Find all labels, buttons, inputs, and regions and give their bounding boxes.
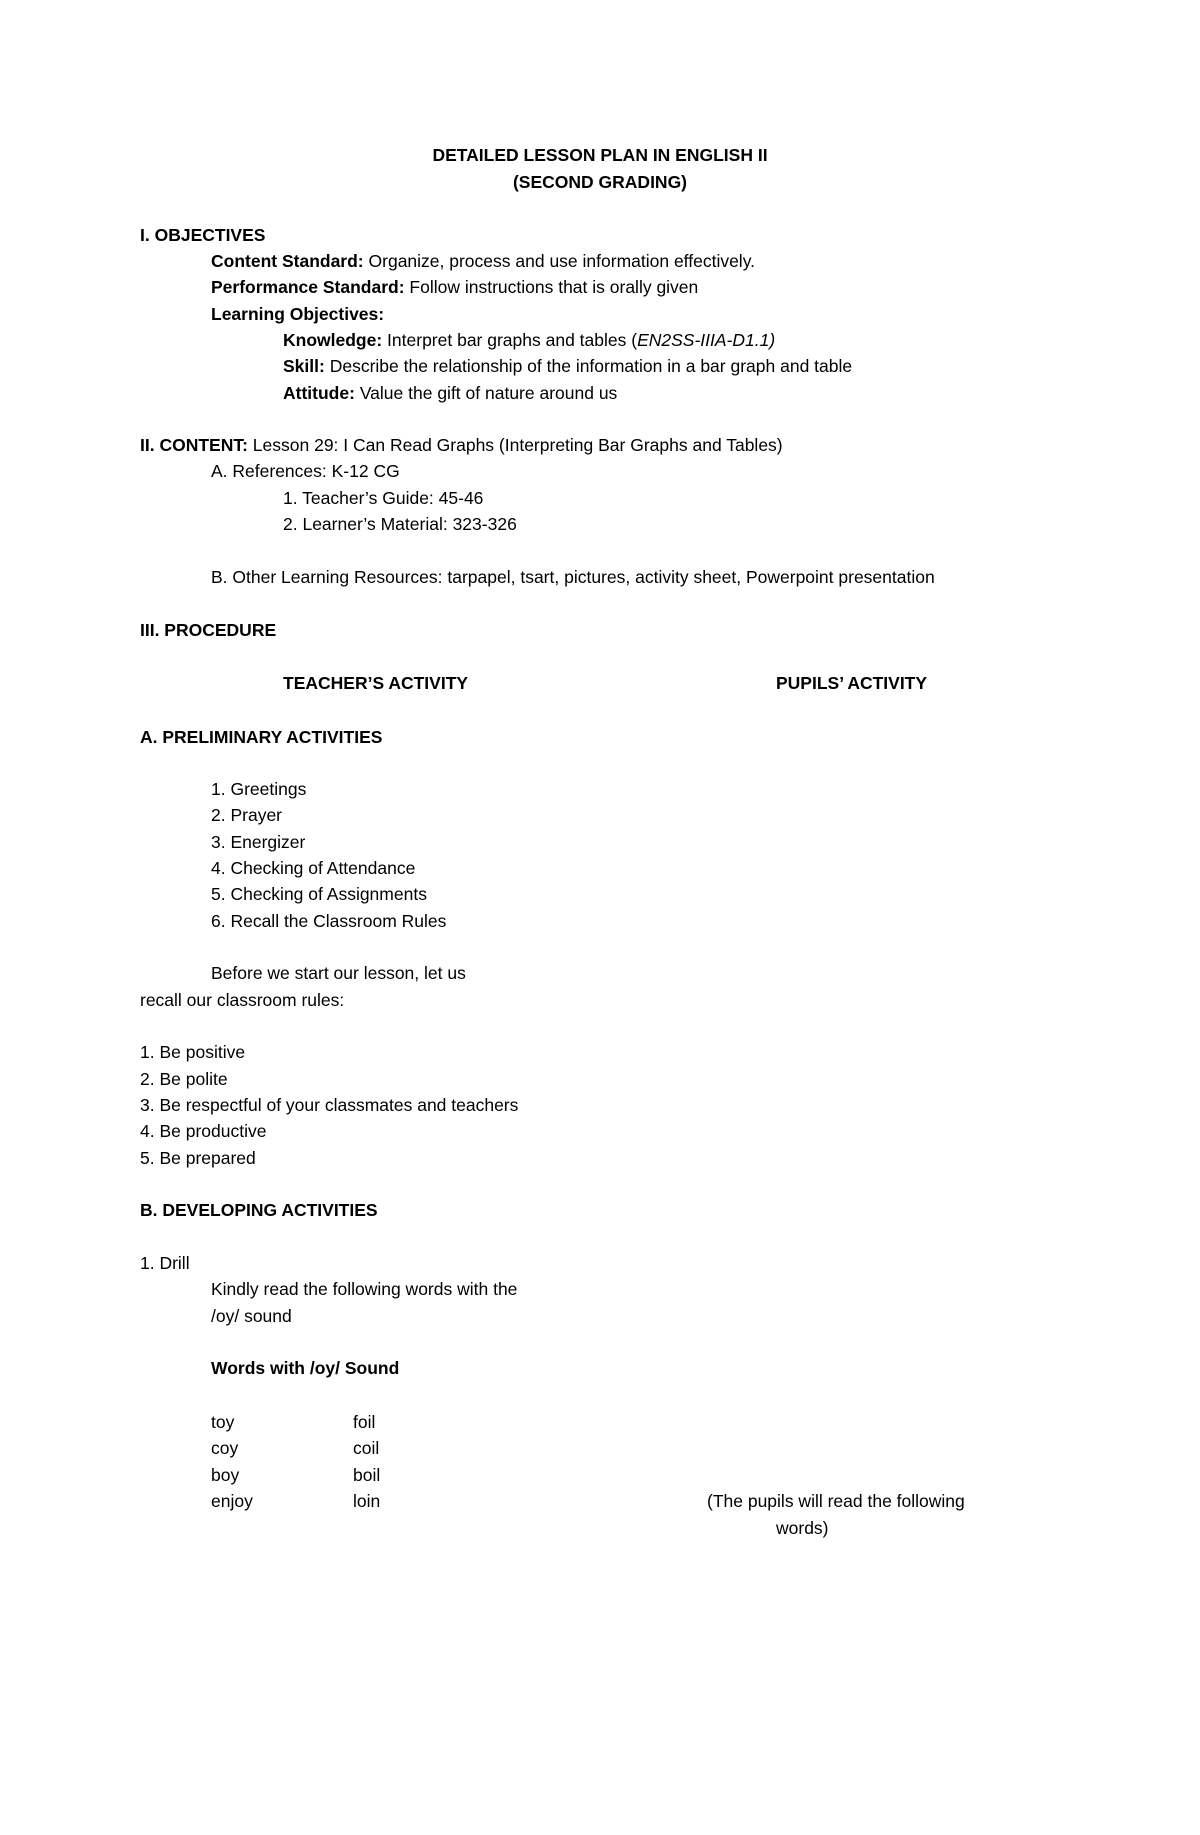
lesson-title: Lesson 29: I Can Read Graphs (Interpreting Bar Graphs and Tables) bbox=[252, 435, 783, 455]
recall-line-1: Before we start our lesson, let us bbox=[211, 963, 466, 983]
learning-objectives-label: Learning Objectives: bbox=[211, 304, 385, 324]
drill-instruction-1: Kindly read the following words with the bbox=[211, 1279, 518, 1299]
content-line bbox=[140, 437, 783, 455]
skill-text: Describe the relationship of the information in a bar graph and table bbox=[329, 356, 853, 376]
developing-heading: B. DEVELOPING ACTIVITIES bbox=[140, 1200, 378, 1220]
word-item: toy bbox=[211, 1412, 235, 1432]
content-standard bbox=[211, 253, 755, 271]
content-standard-text: Organize, process and use information effectively. bbox=[368, 251, 756, 271]
list-item: 6. Recall the Classroom Rules bbox=[211, 911, 447, 931]
knowledge-code: EN2SS-IIIA-D1.1) bbox=[637, 330, 776, 350]
other-resources: B. Other Learning Resources: tarpapel, tsart, pictures, activity sheet, Powerpoint presentation bbox=[211, 567, 935, 587]
attitude-label: Attitude: bbox=[283, 383, 355, 403]
list-item: 4. Checking of Attendance bbox=[211, 858, 416, 878]
word-item: coy bbox=[211, 1438, 239, 1458]
document-subtitle: (SECOND GRADING) bbox=[512, 172, 688, 192]
words-heading: Words with /oy/ Sound bbox=[211, 1358, 400, 1378]
drill-instruction-2: /oy/ sound bbox=[211, 1306, 292, 1326]
word-item: enjoy bbox=[211, 1491, 253, 1511]
word-item: boy bbox=[211, 1465, 240, 1485]
content-heading: II. CONTENT: bbox=[140, 435, 248, 455]
list-item: 1. Greetings bbox=[211, 779, 307, 799]
list-item: 2. Prayer bbox=[211, 805, 282, 825]
learners-material: 2. Learner’s Material: 323-326 bbox=[283, 514, 517, 534]
skill-objective bbox=[283, 358, 852, 376]
content-standard-label: Content Standard: bbox=[211, 251, 364, 271]
pupil-response-1: (The pupils will read the following bbox=[707, 1491, 965, 1511]
knowledge-objective bbox=[283, 332, 775, 350]
document-title: DETAILED LESSON PLAN IN ENGLISH II bbox=[432, 145, 768, 165]
word-item: boil bbox=[353, 1465, 381, 1485]
list-item: 3. Energizer bbox=[211, 832, 306, 852]
drill-label: 1. Drill bbox=[140, 1253, 190, 1273]
teachers-guide: 1. Teacher’s Guide: 45-46 bbox=[283, 488, 484, 508]
word-item: foil bbox=[353, 1412, 376, 1432]
attitude-objective bbox=[283, 385, 617, 403]
teacher-activity-header: TEACHER’S ACTIVITY bbox=[283, 673, 469, 693]
skill-label: Skill: bbox=[283, 356, 325, 376]
attitude-text: Value the gift of nature around us bbox=[359, 383, 618, 403]
rule-item: 2. Be polite bbox=[140, 1069, 228, 1089]
list-item: 5. Checking of Assignments bbox=[211, 884, 427, 904]
rule-item: 4. Be productive bbox=[140, 1121, 267, 1141]
knowledge-label: Knowledge: bbox=[283, 330, 383, 350]
objectives-heading: I. OBJECTIVES bbox=[140, 225, 266, 245]
pupil-response-2: words) bbox=[776, 1518, 829, 1538]
knowledge-text: Interpret bar graphs and tables ( bbox=[387, 330, 638, 350]
word-item: coil bbox=[353, 1438, 380, 1458]
rule-item: 5. Be prepared bbox=[140, 1148, 256, 1168]
preliminary-heading: A. PRELIMINARY ACTIVITIES bbox=[140, 727, 383, 747]
rule-item: 1. Be positive bbox=[140, 1042, 246, 1062]
performance-standard-text: Follow instructions that is orally given bbox=[409, 277, 699, 297]
references: A. References: K-12 CG bbox=[211, 461, 400, 481]
rule-item: 3. Be respectful of your classmates and teachers bbox=[140, 1095, 519, 1115]
performance-standard bbox=[211, 279, 698, 297]
recall-line-2: recall our classroom rules: bbox=[140, 990, 345, 1010]
pupil-activity-header: PUPILS’ ACTIVITY bbox=[776, 673, 928, 693]
performance-standard-label: Performance Standard: bbox=[211, 277, 405, 297]
word-item: loin bbox=[353, 1491, 381, 1511]
procedure-heading: III. PROCEDURE bbox=[140, 620, 277, 640]
